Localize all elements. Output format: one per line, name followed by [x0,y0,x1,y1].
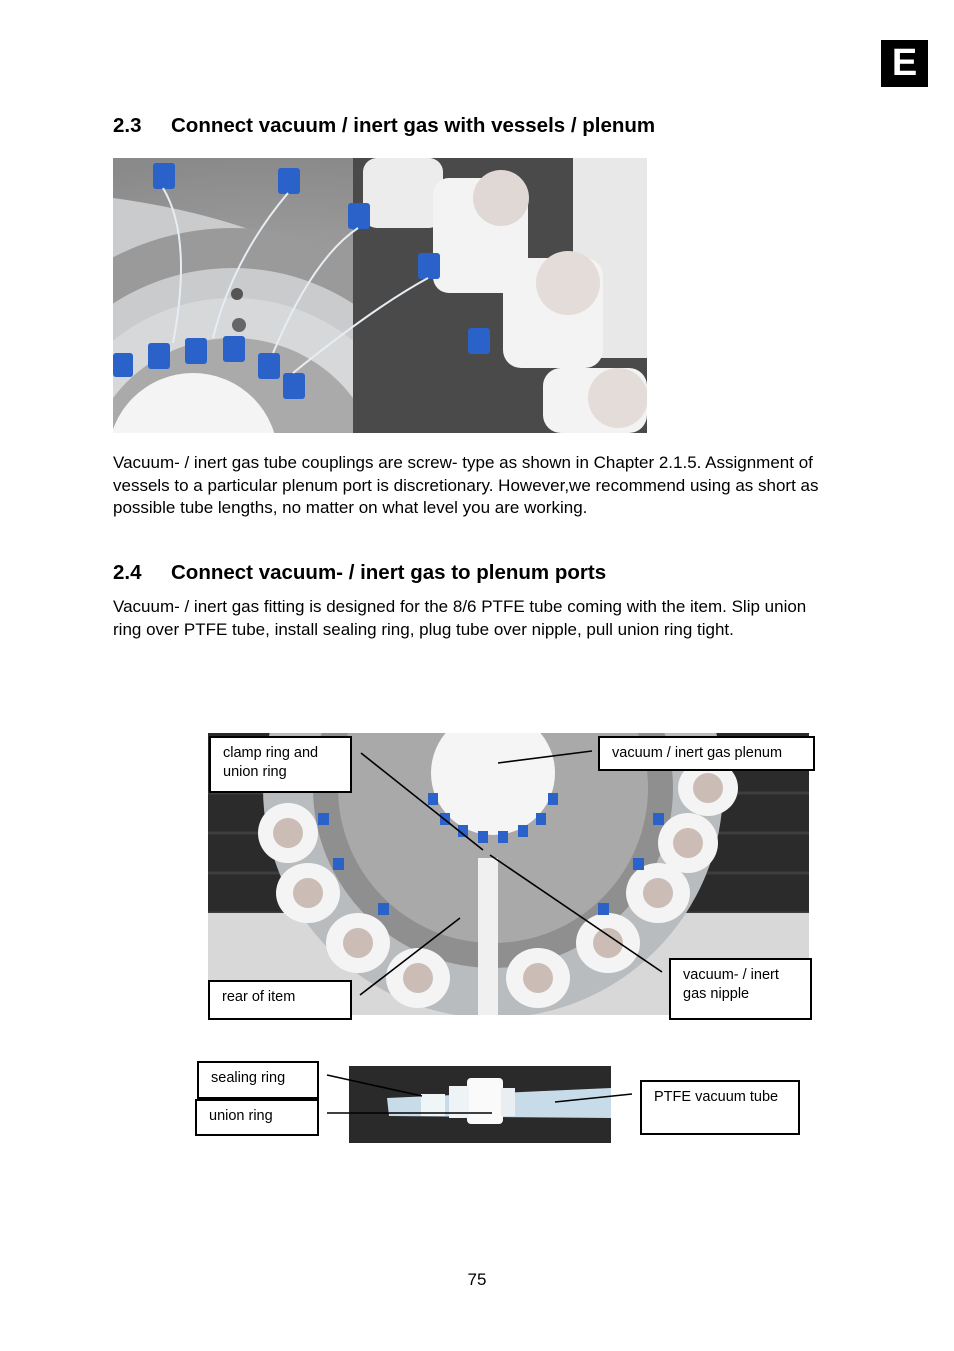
vessels-plenum-photo [113,158,647,433]
section-2-3-title: Connect vacuum / inert gas with vessels / plenum [171,114,656,137]
callout-rear-of-item: rear of item [208,980,352,1020]
callout-plenum: vacuum / inert gas plenum [598,736,815,771]
section-2-4-heading [113,561,606,585]
language-tab: E [881,40,928,87]
page-number: 75 [467,1270,487,1289]
section-2-4-title: Connect vacuum- / inert gas to plenum ports [171,561,607,584]
section-2-3-number: 2.3 [113,114,142,137]
section-2-3-paragraph: Vacuum- / inert gas tube couplings are screw- type as shown in Chapter 2.1.5. Assignment of vessels to a particular plenum port is discretionary. However,we recommend using as short as possible tube lengths, no matter on what level you are working. [113,453,819,517]
section-2-3-heading [113,114,655,138]
callout-sealing-ring: sealing ring [197,1061,319,1099]
callout-clamp-ring: clamp ring and union ring [209,736,352,793]
tube-fitting-photo [349,1066,611,1143]
section-2-4-number: 2.4 [113,561,142,584]
vessels-plenum-photo-drawing [113,158,647,433]
section-2-4-paragraph: Vacuum- / inert gas fitting is designed for the 8/6 PTFE tube coming with the item. Slip union ring over PTFE tube, install sealing ring, plug tube over nipple, pull union ring tight. [113,597,807,639]
callout-union-ring: union ring [195,1099,319,1136]
tube-fitting-drawing [349,1066,611,1143]
callout-gas-nipple: vacuum- / inert gas nipple [669,958,812,1020]
callout-ptfe-tube: PTFE vacuum tube [640,1080,800,1135]
